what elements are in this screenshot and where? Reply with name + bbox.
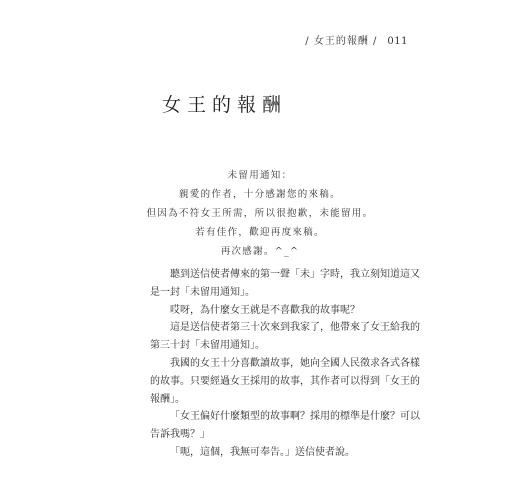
body-line: 我國的女王十分喜歡讀故事，她向全國人民徵求各式各樣 (170, 357, 420, 369)
body-line: 告訴我嗎？」 (150, 429, 210, 441)
running-head (305, 32, 408, 47)
body-line: 「呃，這個，我無可奉告。」送信使者說。 (170, 446, 355, 458)
chapter-title: 女王的報酬 (162, 94, 288, 116)
body-line: 是一封「未留用通知」。 (150, 286, 255, 298)
running-head-title: / 女王的報酬 / (305, 36, 378, 47)
body-line: 哎呀，為什麼女王就是不喜歡我的故事呢？ (170, 304, 360, 316)
notice-line: 未留用通知： (227, 170, 293, 181)
body-line: 報酬」。 (150, 393, 185, 405)
notice-line: 若有佳作，歡迎再度來稿。 (195, 227, 325, 238)
notice-line: 再次感謝。^_^ (220, 246, 300, 257)
notice-line: 親愛的作者，十分感謝您的來稿。 (178, 189, 341, 200)
body-line: 聽到送信使者傳來的第一聲「未」字時，我立刻知道這又 (170, 269, 420, 280)
body-line: 這是送信使者第三十次來到我家了，他帶來了女王給我的 (170, 322, 420, 334)
page-number: 011 (387, 36, 408, 47)
body-line: 「女王偏好什麼類型的故事啊？採用的標準是什麼？可以 (170, 411, 420, 423)
rejection-notice (110, 166, 410, 261)
notice-line: 但因為不符女王所需，所以很抱歉，未能留用。 (146, 208, 374, 219)
body-line: 第三十封「未留用通知」。 (150, 340, 265, 352)
body-line: 的故事。只要經過女王採用的故事，其作者可以得到「女王的 (150, 375, 420, 387)
body-text (150, 266, 420, 462)
